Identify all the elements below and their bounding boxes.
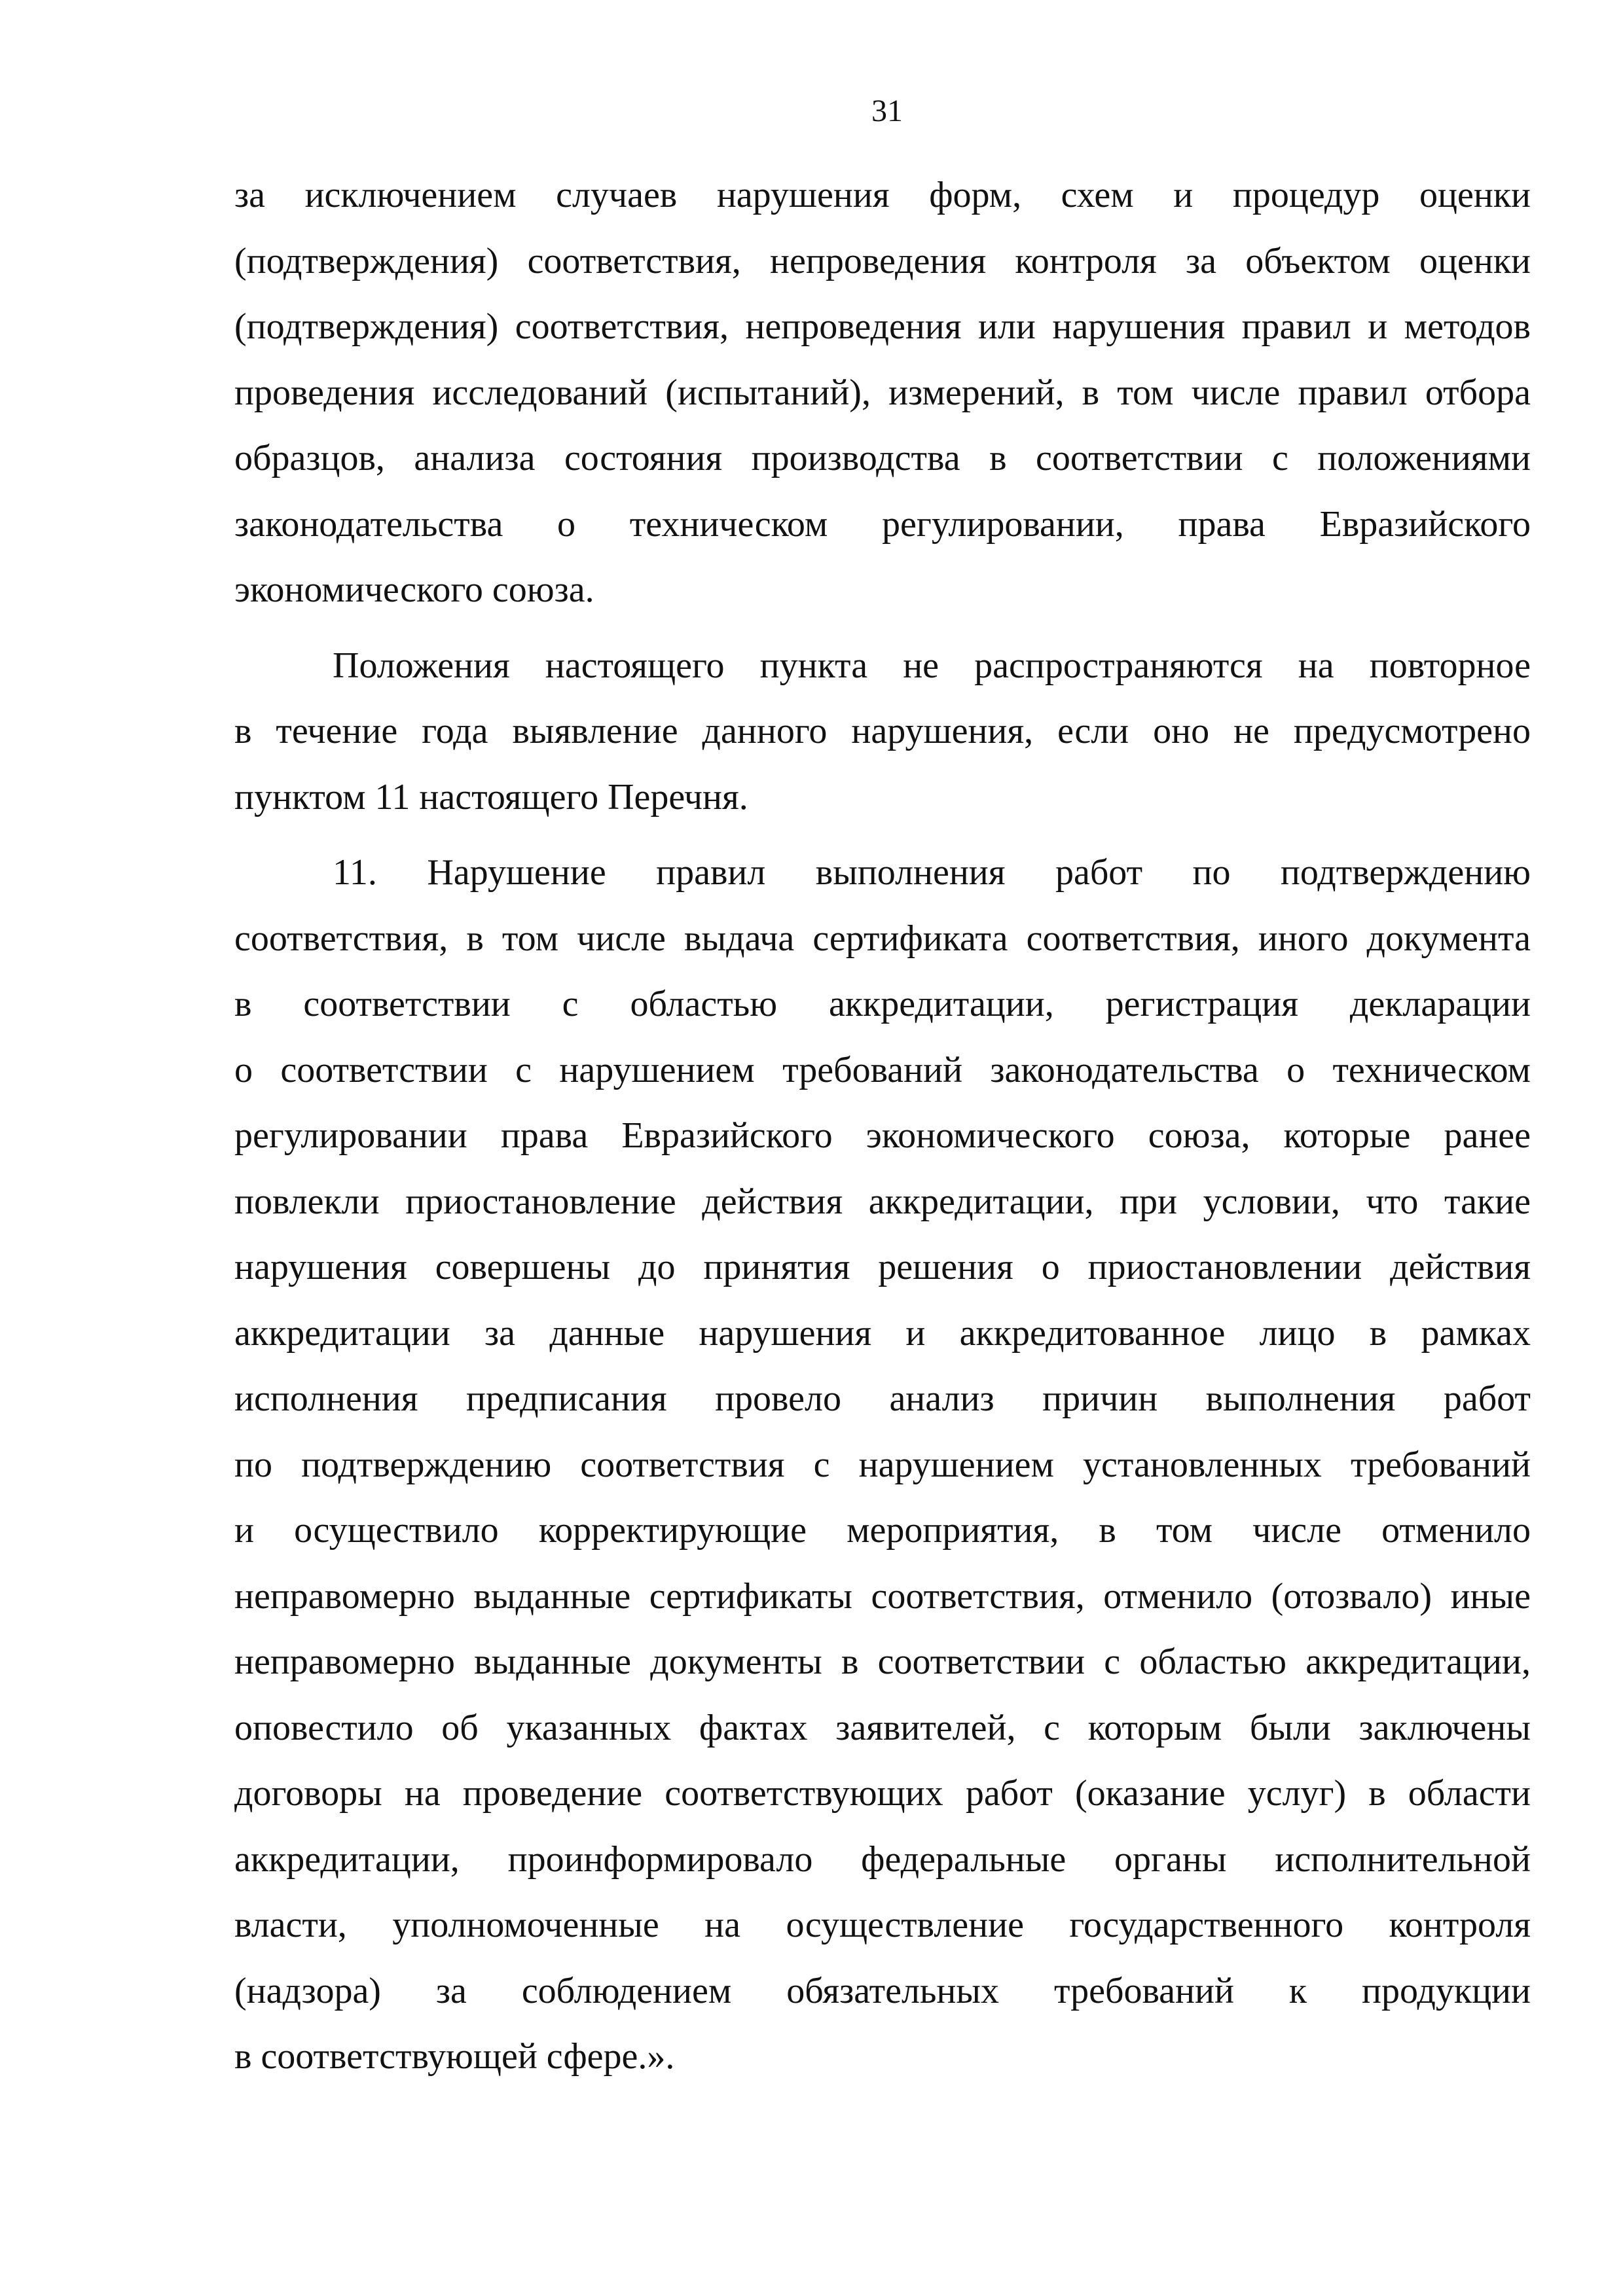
text-line: регулировании права Евразийского экономического союза, которые ранее: [234, 1115, 1531, 1156]
text-line: неправомерно выданные документы в соответствии с областью аккредитации,: [234, 1641, 1531, 1682]
text-line: договоры на проведение соответствующих работ (оказание услуг) в области: [234, 1773, 1531, 1814]
text-line: (надзора) за соблюдением обязательных требований к продукции: [234, 1970, 1531, 2011]
text-line: неправомерно выданные сертификаты соответствия, отменило (отозвало) иные: [234, 1575, 1531, 1617]
text-line: аккредитации за данные нарушения и аккредитованное лицо в рамках: [234, 1312, 1531, 1354]
text-line: за исключением случаев нарушения форм, схем и процедур оценки: [234, 175, 1531, 215]
text-line: проведения исследований (испытаний), измерений, в том числе правил отбора: [234, 372, 1531, 413]
text-line: нарушения совершены до принятия решения о приостановлении действия: [234, 1247, 1531, 1287]
document-body: [234, 162, 1531, 2090]
text-line: по подтверждению соответствия с нарушением установленных требований: [234, 1444, 1531, 1485]
text-line: власти, уполномоченные на осуществление государственного контроля: [234, 1905, 1531, 1945]
text-line: оповестило об указанных фактах заявителей, с которым были заключены: [234, 1707, 1531, 1748]
text-line: законодательства о техническом регулировании, права Евразийского: [234, 503, 1531, 545]
text-line: 11. Нарушение правил выполнения работ по подтверждению: [333, 852, 1531, 893]
page-number: 31: [871, 94, 903, 128]
text-line: в течение года выявление данного нарушения, если оно не предусмотрено: [234, 711, 1531, 751]
text-line: аккредитации, проинформировало федеральные органы исполнительной: [234, 1839, 1531, 1880]
text-line: в соответствующей сфере.».: [234, 2036, 675, 2077]
text-line: повлекли приостановление действия аккредитации, при условии, что такие: [234, 1181, 1531, 1222]
text-line: в соответствии с областью аккредитации, регистрация декларации: [234, 984, 1531, 1024]
text-line: о соответствии с нарушением требований законодательства о техническом: [234, 1049, 1531, 1090]
text-line: экономического союза.: [234, 569, 594, 610]
text-line: пунктом 11 настоящего Перечня.: [234, 776, 748, 817]
text-line: (подтверждения) соответствия, непроведения контроля за объектом оценки: [234, 240, 1531, 281]
text-line: и осуществило корректирующие мероприятия, в том числе отменило: [234, 1510, 1531, 1551]
text-line: Положения настоящего пункта не распространяются на повторное: [333, 645, 1531, 686]
text-line: соответствия, в том числе выдача сертификата соответствия, иного документа: [234, 918, 1531, 959]
text-line: исполнения предписания провело анализ причин выполнения работ: [234, 1378, 1531, 1419]
text-line: (подтверждения) соответствия, непроведения или нарушения правил и методов: [234, 306, 1531, 347]
text-line: образцов, анализа состояния производства в соответствии с положениями: [234, 438, 1531, 478]
